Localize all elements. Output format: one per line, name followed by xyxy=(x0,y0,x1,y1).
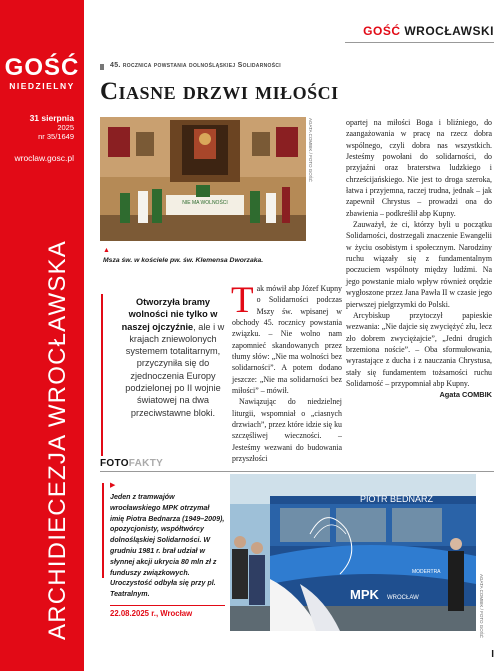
lead-rest: , ale i w krajach zniewolonych systemem totalitarnym, przyczyniła się do zjednoczenia Europy podzielonej po II wojnie światowej na dwa przeciwstawne bloki. xyxy=(125,321,225,418)
lead-border xyxy=(101,294,103,456)
body-paragraph: opartej na miłości Boga i bliźniego, do zaangażowania w pracę na rzecz dobra wspólnego, czyli dobra nas wszystkich. Jesteśmy powołani do solidarności, do przyjaźni oraz braterstwa ludzkiego i chrześcijańskiego. Nie jest to droga szeroka, łatwa i przyjemna, raczej trudna, jednak – jak zapewnił Chrystus – prowadzi ona do zbawienia – podkreślił abp Kupny. xyxy=(346,118,492,218)
article-headline: Ciasne drzwi miłości xyxy=(100,78,339,105)
sidebar xyxy=(0,0,84,671)
header-divider xyxy=(345,42,494,43)
tram-city-label: WROCŁAW xyxy=(387,595,419,601)
issue-number: nr 35/1649 xyxy=(38,132,74,141)
lead-bold: Otworzyła bramy wolności nie tylko w naszej ojczyźnie xyxy=(121,297,218,332)
website-link[interactable]: wroclaw.gosc.pl xyxy=(14,153,74,163)
tram-name-label: PIOTR BEDNARZ xyxy=(360,494,434,504)
fotofakty-header: FOTOFAKTY xyxy=(100,458,164,469)
body-paragraph: Zauważył, że ci, którzy byli u początku Solidarności, dostrzegali znaczenie Ewangelii w życiu osobistym i społecznym. Narodziny ruchu wiązały się z fundamentalnym poczuciem wspólnoty między ludźmi. Na jego powstanie miało wpływ również orędzie wygłoszone przez Jana Pawła II w czasie jego pierwszej pielgrzymki do Polski. xyxy=(346,220,492,309)
fotofakty-text: Jeden z tramwajów wrocławskiego MPK otrzymał imię Piotra Bednarza (1949–2009), opozycjonisty, współtwórcy dolnośląskiej Solidarności. W grudniu 1981 r. brał udział w słynnej akcji ukrycia 80 mln zł z funduszy związkowych. Uroczystość odbyła się przy pl. Teatralnym. xyxy=(110,493,225,599)
body-column-right xyxy=(346,117,492,401)
photo-caption: Msza św. w kościele pw. św. Klemensa Dworzaka. xyxy=(103,257,264,264)
fotofakty-arrow-icon: ▶ xyxy=(110,482,116,489)
section-vertical-label: ARCHIDIECEZJA WROCŁAWSKA xyxy=(44,240,71,640)
logo-main-text: GOŚĆ xyxy=(4,54,80,81)
issue-year: 2025 xyxy=(57,123,74,132)
tram-brand-label: MODERTRA xyxy=(412,569,441,575)
body-paragraph: Nawiązując do niedzielnej liturgii, wspomniał o „ciasnych drzwiach”, przez które idzie się ku szczęśliwej wieczności. – Jesteśmy wezwani do budowania przyszłości xyxy=(232,397,342,464)
photo-credit: AGATA COMBIK / FOTO GOŚĆ xyxy=(308,118,313,183)
church-mass-photo xyxy=(100,117,306,241)
publication-logo xyxy=(0,56,84,91)
body-paragraph: ak mówił abp Józef Kupny o Solidarności podczas Mszy św. wpisanej w obchody 45. rocznicy powstania związku. – Nie wolno nam zapomnieć skandowanych przez tłumy słów: „Nie ma wolności bez solidarności”. A potem dodano jeszcze: „Nie ma solidarności bez miłości” – mówił. xyxy=(232,284,342,396)
svg-text:NIE MA WOLNOŚCI: NIE MA WOLNOŚCI xyxy=(182,200,228,206)
issue-date: 31 sierpnia xyxy=(29,113,74,123)
edition-brand: GOŚĆ WROCŁAWSKI xyxy=(363,24,494,38)
caption-arrow-icon: ▲ xyxy=(103,247,110,254)
article-lead xyxy=(118,296,228,419)
fotofakty-divider xyxy=(100,471,494,472)
fotofakty-date: 22.08.2025 r., Wrocław xyxy=(110,605,225,618)
article-author: Agata COMBIK xyxy=(439,390,492,400)
kicker-marker xyxy=(100,64,104,70)
logo-sub-text: NIEDZIELNY xyxy=(9,81,75,91)
dropcap: T xyxy=(231,280,254,321)
body-column-middle xyxy=(231,280,342,465)
kicker: 45. rocznica powstania dolnośląskiej Solidarności xyxy=(110,62,281,69)
tram-logo-label: MPK xyxy=(350,587,379,602)
fotofakty-border xyxy=(102,483,104,578)
body-paragraph: Arcybiskup przytoczył papieskie wezwania: „Nie dajcie się zwyciężyć złu, lecz zło dobrem zwyciężajcie”, „Jedni drugich brzemiona noście”. – Oba sformułowania, wyrastające z ducha i z nauczania Chrystusa, stały się fundamentem tożsamości ruchu Solidarność – przypomniał abp Kupny. xyxy=(346,310,492,388)
page-number: I xyxy=(491,649,494,660)
tram-photo-credit: AGATA COMBIK / FOTO GOŚĆ xyxy=(479,574,484,639)
tram-ceremony-photo xyxy=(230,474,476,631)
